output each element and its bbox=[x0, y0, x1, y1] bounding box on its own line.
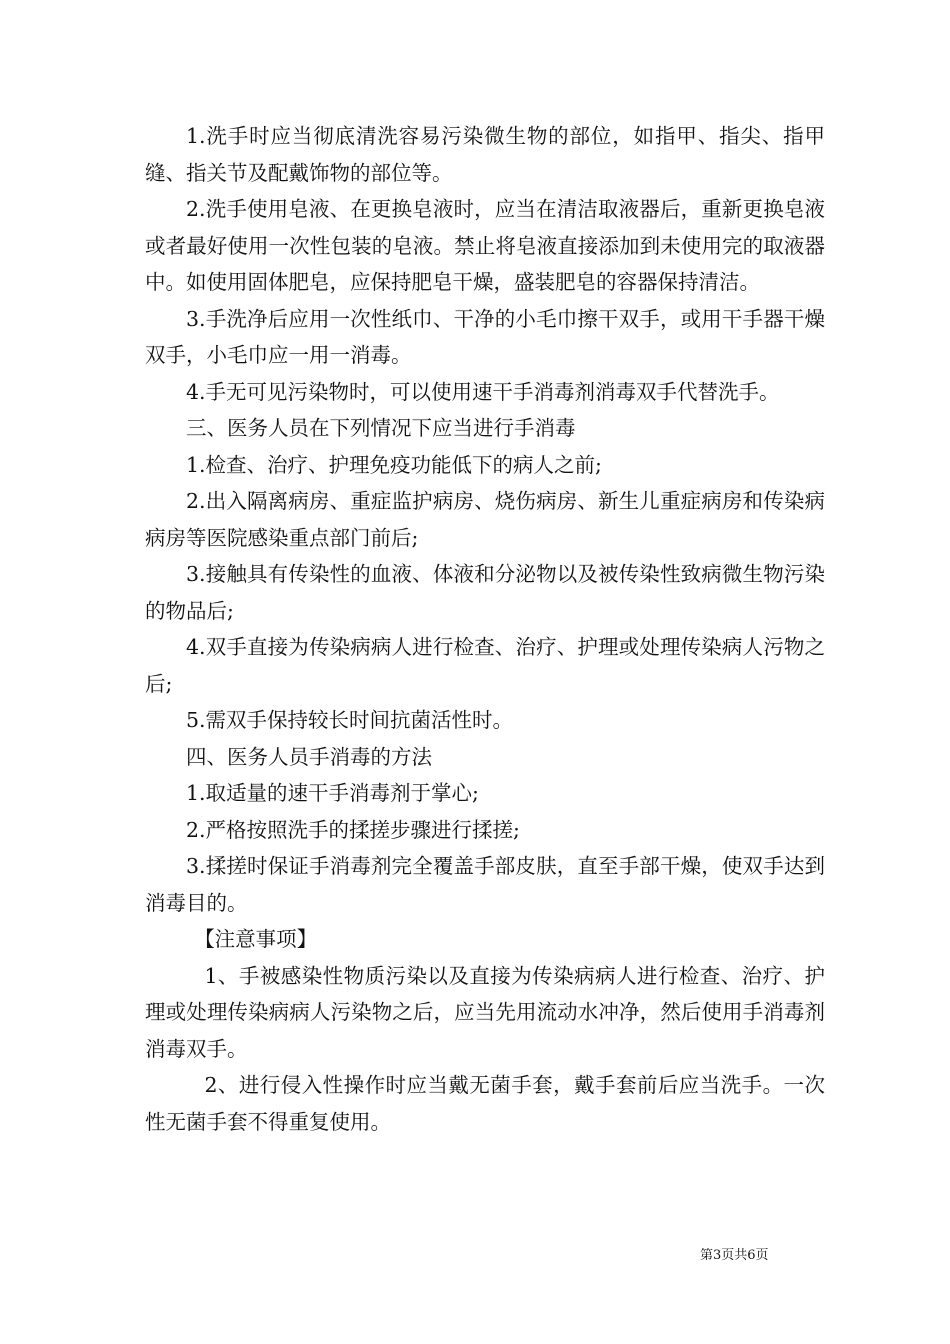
section-heading-disinfection-method: 四、医务人员手消毒的方法 bbox=[186, 744, 432, 769]
paragraph-handwash-1: 1.洗手时应当彻底清洗容易污染微生物的部位，如指甲、指尖、指甲缝、指关节及配戴饰物的部位等。 bbox=[145, 124, 825, 185]
note-item-2: 2、进行侵入性操作时应当戴无菌手套，戴手套前后应当洗手。一次性无菌手套不得重复使用。 bbox=[145, 1073, 825, 1134]
notes-heading: 【注意事项】 bbox=[194, 927, 318, 951]
paragraph-handwash-4: 4.手无可见污染物时，可以使用速干手消毒剂消毒双手代替洗手。 bbox=[186, 379, 780, 404]
paragraph-method-3: 3.揉搓时保证手消毒剂完全覆盖手部皮肤，直至手部干燥，使双手达到消毒目的。 bbox=[145, 854, 825, 915]
document-body bbox=[145, 118, 825, 1140]
page-number: 第3页共6页 bbox=[700, 1248, 769, 1263]
paragraph-case-5: 5.需双手保持较长时间抗菌活性时。 bbox=[186, 708, 514, 732]
paragraph-handwash-3: 3.手洗净后应用一次性纸巾、干净的小毛巾擦干双手，或用干手器干燥双手，小毛巾应一用一消毒。 bbox=[145, 306, 825, 367]
paragraph-case-1: 1.检查、治疗、护理免疫功能低下的病人之前; bbox=[186, 452, 602, 477]
paragraph-method-1: 1.取适量的速干手消毒剂于掌心; bbox=[186, 781, 479, 805]
paragraph-case-2: 2.出入隔离病房、重症监护病房、烧伤病房、新生儿重症病房和传染病病房等医院感染重点部门前后; bbox=[145, 489, 825, 550]
section-heading-disinfection-cases: 三、医务人员在下列情况下应当进行手消毒 bbox=[186, 416, 576, 440]
paragraph-case-4: 4.双手直接为传染病病人进行检查、治疗、护理或处理传染病人污物之后; bbox=[145, 635, 825, 696]
note-item-1: 1、手被感染性物质污染以及直接为传染病病人进行检查、治疗、护理或处理传染病病人污染物之后，应当先用流动水冲净，然后使用手消毒剂消毒双手。 bbox=[145, 963, 825, 1061]
paragraph-method-2: 2.严格按照洗手的揉搓步骤进行揉搓; bbox=[186, 817, 520, 842]
paragraph-case-3: 3.接触具有传染性的血液、体液和分泌物以及被传染性致病微生物污染的物品后; bbox=[145, 562, 825, 623]
paragraph-handwash-2: 2.洗手使用皂液、在更换皂液时，应当在清洁取液器后，重新更换皂液或者最好使用一次性包装的皂液。禁止将皂液直接添加到未使用完的取液器中。如使用固体肥皂，应保持肥皂干燥，盛装肥皂的容器保持清洁。 bbox=[145, 197, 825, 294]
